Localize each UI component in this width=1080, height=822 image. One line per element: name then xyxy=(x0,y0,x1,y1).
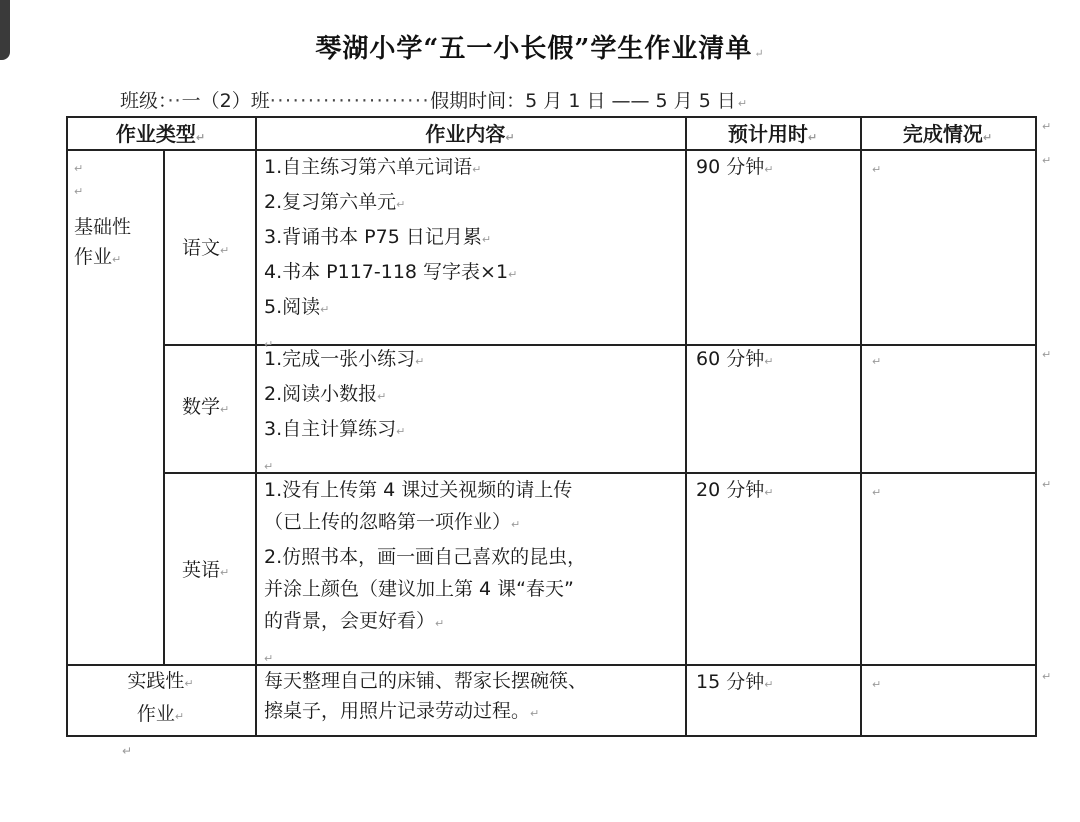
return-mark-icon: ↵ xyxy=(264,652,274,665)
chinese-content xyxy=(264,151,517,361)
return-mark-icon: ↵ xyxy=(264,460,274,473)
return-mark-icon: ↵ xyxy=(754,47,765,60)
subject-math: 数学↵ xyxy=(182,396,230,418)
return-mark-icon: ↵ xyxy=(1042,670,1052,683)
list-item: 3.自主计算练习↵ xyxy=(264,418,406,440)
list-item: 并涂上颜色（建议加上第 4 课“春天” xyxy=(264,578,574,600)
chinese-status: ↵ xyxy=(872,163,882,176)
homework-table xyxy=(66,116,1052,737)
practice-status: ↵ xyxy=(872,678,882,691)
math-content xyxy=(264,343,424,483)
section-practice xyxy=(66,666,255,732)
return-mark-icon: ↵ xyxy=(737,97,748,110)
english-content xyxy=(264,474,586,675)
list-item: 1.没有上传第 4 课过关视频的请上传 xyxy=(264,479,573,501)
list-item: 4.书本 P117-118 写字表×1↵ xyxy=(264,261,518,283)
header-time: 预计用时↵ xyxy=(727,122,818,146)
list-item: 2.阅读小数报↵ xyxy=(264,383,387,405)
list-item: 2.仿照书本，画一画自己喜欢的昆虫， xyxy=(264,546,587,568)
english-time: 20 分钟↵ xyxy=(696,479,774,501)
math-status: ↵ xyxy=(872,355,882,368)
subject-english: 英语↵ xyxy=(182,559,230,581)
list-item: （已上传的忽略第一项作业）↵ xyxy=(264,511,521,533)
class-label: 班级： xyxy=(120,90,168,112)
list-item: 5.阅读↵ xyxy=(264,296,330,318)
list-item: 擦桌子，用照片记录劳动过程。↵ xyxy=(264,700,540,722)
return-mark-icon: ↵ xyxy=(1042,348,1052,361)
list-item: 的背景，会更好看）↵ xyxy=(264,610,445,632)
return-mark-icon: ↵ xyxy=(1042,154,1052,167)
section-basic xyxy=(74,212,131,275)
info-line xyxy=(120,86,747,113)
english-status: ↵ xyxy=(872,486,882,499)
practice-time: 15 分钟↵ xyxy=(696,671,774,693)
return-mark-icon: ↵ ↵ xyxy=(74,162,84,198)
class-value: 一（2）班 xyxy=(181,90,270,112)
section-practice-line1: 实践性↵ xyxy=(127,670,194,692)
holiday-label: 假期时间： xyxy=(430,90,526,112)
section-basic-line1: 基础性 xyxy=(74,216,132,238)
return-mark-icon: ↵ xyxy=(122,744,133,758)
dot-leader: ·· xyxy=(167,90,182,112)
list-item: 1.完成一张小练习↵ xyxy=(264,348,425,370)
section-practice-line2: 作业↵ xyxy=(136,703,185,725)
list-item: 2.复习第六单元↵ xyxy=(264,191,406,213)
chinese-time: 90 分钟↵ xyxy=(696,156,774,178)
dot-leader: ····················· xyxy=(269,90,431,112)
header-status: 完成情况↵ xyxy=(902,122,993,146)
page-title: 琴湖小学“五一小长假”学生作业清单 ↵ xyxy=(315,34,765,64)
list-item: 3.背诵书本 P75 日记月累↵ xyxy=(264,226,492,248)
section-basic-line2: 作业↵ xyxy=(74,246,122,268)
header-type: 作业类型↵ xyxy=(115,122,206,146)
return-mark-icon: ↵ xyxy=(264,338,274,351)
header-content: 作业内容↵ xyxy=(425,122,515,146)
math-time: 60 分钟↵ xyxy=(696,348,774,370)
list-item: 每天整理自己的床铺、帮家长摆碗筷、 xyxy=(264,670,588,692)
list-item: 1.自主练习第六单元词语↵ xyxy=(264,156,482,178)
return-mark-icon: ↵ xyxy=(1042,478,1052,491)
holiday-value: 5 月 1 日 —— 5 月 5 日 xyxy=(525,90,736,112)
return-mark-icon: ↵ xyxy=(1042,120,1052,133)
practice-content xyxy=(264,666,587,729)
subject-chinese: 语文↵ xyxy=(182,237,230,259)
